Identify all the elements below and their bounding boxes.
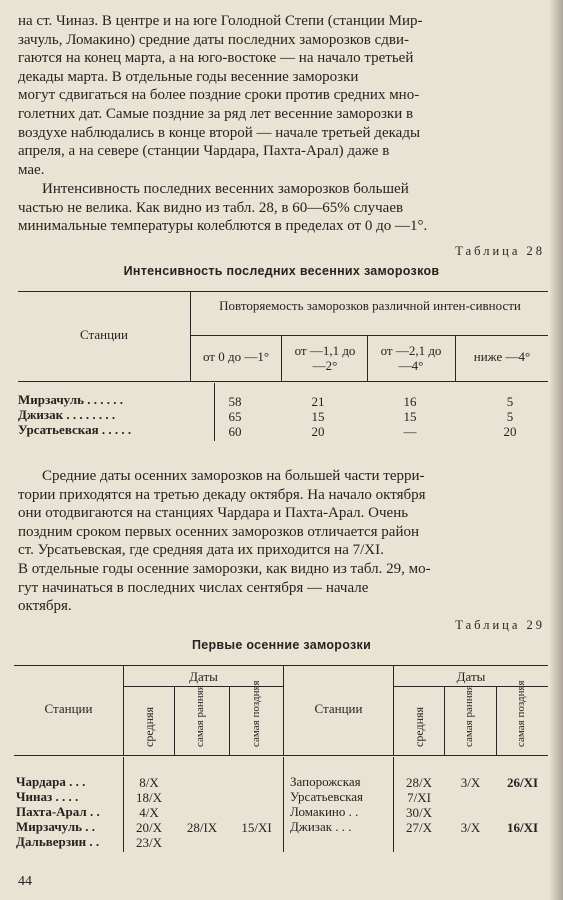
date-cell-earliest: 3/X bbox=[460, 820, 481, 835]
table-rule bbox=[174, 687, 175, 756]
text-line: зачуль, Ломакино) средние даты последних заморозков сдви- bbox=[18, 31, 410, 48]
text-line: апреля, а на севере (станции Чардара, Пахта-Арал) даже в bbox=[18, 143, 390, 160]
table-rule bbox=[18, 291, 548, 292]
date-cell: 7/XI bbox=[407, 790, 431, 805]
value-cell: 65 bbox=[228, 409, 242, 424]
date-cell: 30/X bbox=[406, 805, 432, 820]
table-rule bbox=[283, 757, 284, 852]
table-28-title: Интенсивность последних весенних заморозков bbox=[123, 264, 440, 278]
text-line: октября. bbox=[18, 598, 72, 615]
value-cell: — bbox=[403, 424, 417, 439]
station-name: Мирзачуль . . bbox=[16, 819, 96, 834]
column-header-stations: Станции bbox=[80, 327, 128, 342]
column-header-0-to-1: от 0 до —1° bbox=[202, 349, 270, 364]
table-29-title: Первые осенние заморозки bbox=[191, 638, 372, 652]
value-cell: 16 bbox=[403, 394, 417, 409]
paragraph-autumn-frost-dates bbox=[18, 467, 548, 616]
subheader-average: средняя bbox=[412, 706, 426, 747]
table-rule bbox=[444, 687, 445, 756]
station-name: Джизак . . . . . . . . bbox=[18, 407, 116, 422]
text-line: тории приходятся на третью декаду октября. На начало октября bbox=[18, 486, 426, 503]
subheader-average: средняя bbox=[142, 706, 156, 747]
text-line: могут сдвигаться на более поздние сроки против средних мно- bbox=[18, 87, 420, 104]
table-rule bbox=[18, 381, 548, 382]
text-line: минимальные температуры колеблются в пределах от 0 до —1°. bbox=[18, 218, 428, 235]
date-cell: 28/X bbox=[406, 775, 432, 790]
station-name: Ломакино . . bbox=[290, 804, 359, 819]
date-cell-latest: 26/XI bbox=[506, 775, 539, 790]
text-line: они отодвигаются на станциях Чардара и Пахта-Арал. Очень bbox=[18, 505, 409, 522]
station-name: Чардара . . . bbox=[16, 774, 86, 789]
date-cell-latest: 16/XI bbox=[506, 820, 539, 835]
column-header-1-to-2: от —1,1 до —2° bbox=[294, 343, 356, 373]
station-name: Запорожская bbox=[290, 774, 361, 789]
paragraph-spring-frost-dates bbox=[18, 12, 548, 179]
station-name: Мирзачуль . . . . . . bbox=[18, 392, 124, 407]
station-name: Чиназ . . . . bbox=[16, 789, 79, 804]
text-line: Интенсивность последних весенних заморозков большей bbox=[42, 181, 409, 197]
value-cell: 5 bbox=[506, 394, 514, 409]
column-header-below-4: ниже —4° bbox=[473, 349, 531, 364]
table-rule bbox=[496, 687, 497, 756]
column-header-stations: Станции bbox=[44, 701, 93, 716]
station-name: Урсатьевская bbox=[290, 789, 364, 804]
value-cell: 20 bbox=[311, 424, 325, 439]
table-rule bbox=[190, 292, 191, 382]
table-rule bbox=[14, 755, 548, 756]
station-name: Дальверзин . . bbox=[16, 834, 100, 849]
date-cell-earliest: 3/X bbox=[460, 775, 481, 790]
table-rule bbox=[367, 336, 368, 382]
text-line: поздним сроком первых осенних заморозков отличается район bbox=[18, 523, 420, 540]
text-line: воздухе наблюдались в конце второй — начале третьей декады bbox=[18, 124, 421, 141]
subheader-latest: самая поздняя bbox=[515, 680, 527, 747]
station-name: Джизак . . . bbox=[290, 819, 352, 834]
date-cell: 8/X bbox=[139, 775, 159, 790]
text-line: декады марта. В отдельные годы весенние заморозки bbox=[18, 68, 359, 85]
table-rule bbox=[281, 336, 282, 382]
date-cell: 27/X bbox=[406, 820, 432, 835]
subheader-earliest: самая ранняя bbox=[463, 685, 475, 747]
paragraph-frost-intensity bbox=[18, 180, 548, 236]
text-line: мае. bbox=[18, 161, 45, 178]
column-header-dates: Даты bbox=[456, 669, 486, 684]
subheader-latest: самая поздняя bbox=[250, 680, 262, 747]
text-line: голетних дат. Самые поздние за ряд лет весенние заморозки в bbox=[18, 105, 414, 122]
value-cell: 21 bbox=[311, 394, 325, 409]
group-header-frequency: Повторяемость заморозков различной интен-сивности bbox=[219, 298, 521, 313]
book-spine-shadow bbox=[549, 0, 563, 900]
page-number: 44 bbox=[18, 874, 32, 889]
subheader-earliest: самая ранняя bbox=[194, 685, 206, 747]
text-line: частью не велика. Как видно из табл. 28, в 60—65% случаев bbox=[18, 199, 404, 216]
text-line: ст. Урсатьевская, где средняя дата их приходится на 7/XI. bbox=[18, 542, 384, 559]
text-line: на ст. Чиназ. В центре и на юге Голодной Степи (станции Мир- bbox=[18, 13, 423, 29]
station-name: Урсатьевская . . . . . bbox=[18, 422, 132, 437]
value-cell: 20 bbox=[503, 424, 517, 439]
column-header-stations: Станции bbox=[314, 701, 363, 716]
table-28-label: Таблица 28 bbox=[455, 244, 545, 258]
text-line: гут начинаться в последних числах сентября — начале bbox=[18, 579, 369, 596]
value-cell: 60 bbox=[228, 424, 242, 439]
column-header-dates: Даты bbox=[189, 669, 218, 684]
value-cell: 58 bbox=[228, 394, 242, 409]
text-line: Средние даты осенних заморозков на большей части терри- bbox=[42, 468, 425, 484]
date-cell-latest: 15/XI bbox=[241, 820, 272, 835]
date-cell-earliest: 28/IX bbox=[186, 820, 218, 835]
table-rule bbox=[191, 335, 548, 336]
date-cell: 20/X bbox=[136, 820, 162, 835]
station-name: Пахта-Арал . . bbox=[16, 804, 100, 819]
column-header-2-to-4: от —2,1 до —4° bbox=[380, 343, 442, 373]
text-line: гаются на конец марта, а на юго-востоке — на начало третьей bbox=[18, 50, 414, 67]
date-cell: 23/X bbox=[136, 835, 162, 850]
table-29-label: Таблица 29 bbox=[455, 618, 545, 632]
table-rule bbox=[14, 665, 548, 666]
table-rule bbox=[229, 687, 230, 756]
date-cell: 4/X bbox=[139, 805, 159, 820]
text-line: В отдельные годы осенние заморозки, как видно из табл. 29, мо- bbox=[18, 560, 431, 577]
value-cell: 15 bbox=[403, 409, 417, 424]
value-cell: 15 bbox=[311, 409, 325, 424]
value-cell: 5 bbox=[506, 409, 514, 424]
date-cell: 18/X bbox=[136, 790, 162, 805]
